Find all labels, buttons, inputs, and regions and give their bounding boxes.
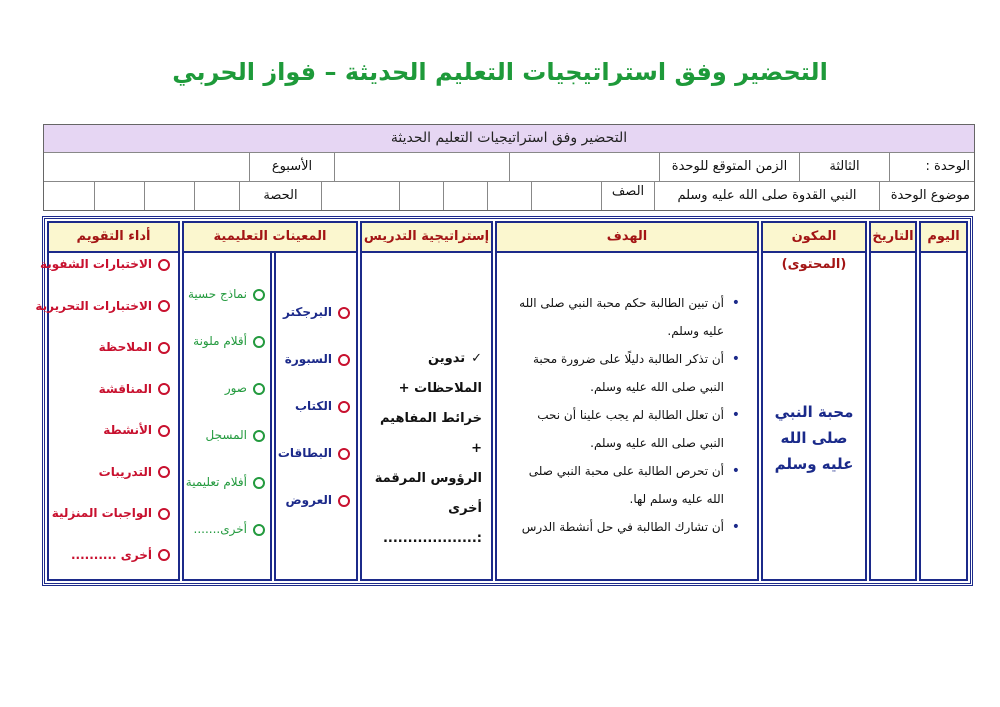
radio-ring-icon [158, 466, 170, 478]
topic-value: النبي القدوة صلى الله عليه وسلم [654, 182, 879, 210]
assessment-item[interactable]: المناقشة [50, 382, 170, 424]
aids-tool-item[interactable]: العروض [278, 493, 350, 540]
header-day: اليوم [919, 221, 968, 253]
header-content: المكون (المحتوى) [761, 221, 867, 253]
assessment-list [35, 257, 170, 589]
strategy-line-3: الرؤوس المرقمة [374, 471, 482, 486]
period-cell-2[interactable] [144, 182, 194, 210]
unit-label: الوحدة : [889, 153, 974, 181]
radio-ring-icon [338, 354, 350, 366]
week-value[interactable] [44, 153, 249, 181]
info-row-unit [44, 153, 974, 182]
header-assessment: أداء التقويم [47, 221, 180, 253]
aids-tool-item[interactable]: السبورة [278, 352, 350, 399]
class-cell-3[interactable] [443, 182, 487, 210]
strategy-line-1: تدوين الملاحظات + [398, 351, 482, 396]
assessment-item[interactable]: الملاحظة [50, 340, 170, 382]
day-column[interactable] [919, 221, 968, 581]
week-label: الأسبوع [249, 153, 334, 181]
aids-tool-item[interactable]: الكتاب [278, 399, 350, 446]
lesson-info-table [43, 124, 975, 211]
radio-ring-icon [158, 259, 170, 271]
class-cell-2[interactable] [487, 182, 531, 210]
check-icon: ✓ [471, 351, 482, 366]
aids-material-item[interactable]: نماذج حسية [185, 287, 265, 334]
aids-material-item[interactable]: أقلام ملونة [185, 334, 265, 381]
radio-ring-icon [158, 549, 170, 561]
radio-ring-icon [338, 448, 350, 460]
header-strategy: إستراتيجية التدريس [360, 221, 493, 253]
radio-ring-icon [338, 307, 350, 319]
period-cell-1[interactable] [194, 182, 239, 210]
goal-item: • أن تبين الطالبة حكم محبة النبي صلى الله عليه وسلم. [510, 289, 742, 345]
header-goal: الهدف [495, 221, 759, 253]
class-cell-1[interactable] [531, 182, 601, 210]
goals-list [510, 289, 742, 541]
time-value[interactable] [509, 153, 659, 181]
aids-material-item[interactable]: صور [185, 381, 265, 428]
class-label: الصف [601, 182, 654, 210]
assessment-item[interactable]: الاختبارات التحريرية [50, 299, 170, 341]
time-label: الزمن المتوقع للوحدة [659, 153, 799, 181]
goal-item: • أن تعلل الطالبة لم يجب علينا أن نحب النبي صلى الله عليه وسلم. [510, 401, 742, 457]
assessment-item[interactable]: الاختبارات الشفوية [50, 257, 170, 299]
strategy-text [367, 344, 482, 554]
aids-tool-item[interactable]: البطاقات [278, 446, 350, 493]
radio-ring-icon [253, 430, 265, 442]
assessment-item[interactable]: الأنشطة [50, 423, 170, 465]
radio-ring-icon [253, 477, 265, 489]
goal-item: • أن تذكر الطالبة دليلًا على ضرورة محبة النبي صلى الله عليه وسلم. [510, 345, 742, 401]
topic-label: موضوع الوحدة [879, 182, 974, 210]
period-cell-4[interactable] [44, 182, 94, 210]
radio-ring-icon [338, 495, 350, 507]
class-cell-5[interactable] [321, 182, 399, 210]
aids-material-item[interactable]: أفلام تعليمية [185, 475, 265, 522]
header-date: التاريخ [869, 221, 917, 253]
goal-item: • أن تشارك الطالبة في حل أنشطة الدرس [510, 513, 742, 541]
aids-material-item[interactable]: المسجل [185, 428, 265, 475]
radio-ring-icon [253, 289, 265, 301]
aids-materials-list [185, 287, 265, 569]
radio-ring-icon [158, 425, 170, 437]
radio-ring-icon [253, 383, 265, 395]
aids-material-item[interactable]: أخرى....... [185, 522, 265, 569]
radio-ring-icon [158, 383, 170, 395]
assessment-item[interactable]: التدريبات [50, 465, 170, 507]
radio-ring-icon [253, 524, 265, 536]
info-banner: التحضير وفق استراتيجيات التعليم الحديثة [44, 125, 974, 153]
header-aids: المعينات التعليمية [182, 221, 358, 253]
goal-item: • أن تحرص الطالبة على محبة النبي صلى الله عليه وسلم لها. [510, 457, 742, 513]
lesson-plan-table [35, 216, 973, 586]
page-title: التحضير وفق استراتيجيات التعليم الحديثة – فواز الحربي [172, 58, 828, 86]
aids-tool-item[interactable]: البرجكتر [278, 305, 350, 352]
content-text: محبة النبي صلى الله عليه وسلم [774, 403, 854, 473]
blank-cell[interactable] [334, 153, 509, 181]
radio-ring-icon [158, 342, 170, 354]
aids-tools-list [278, 305, 350, 540]
unit-value: الثالثة [799, 153, 889, 181]
info-row-topic [44, 182, 974, 210]
radio-ring-icon [158, 300, 170, 312]
class-cell-4[interactable] [399, 182, 443, 210]
period-label: الحصة [239, 182, 321, 210]
radio-ring-icon [338, 401, 350, 413]
date-column[interactable] [869, 221, 917, 581]
period-cell-3[interactable] [94, 182, 144, 210]
radio-ring-icon [158, 508, 170, 520]
assessment-item[interactable]: الواجبات المنزلية [50, 506, 170, 548]
radio-ring-icon [253, 336, 265, 348]
strategy-line-4: أخرى :................... [382, 501, 482, 546]
assessment-item[interactable]: أخرى .......... [50, 548, 170, 590]
strategy-line-2: خرائط المفاهيم + [379, 411, 482, 456]
